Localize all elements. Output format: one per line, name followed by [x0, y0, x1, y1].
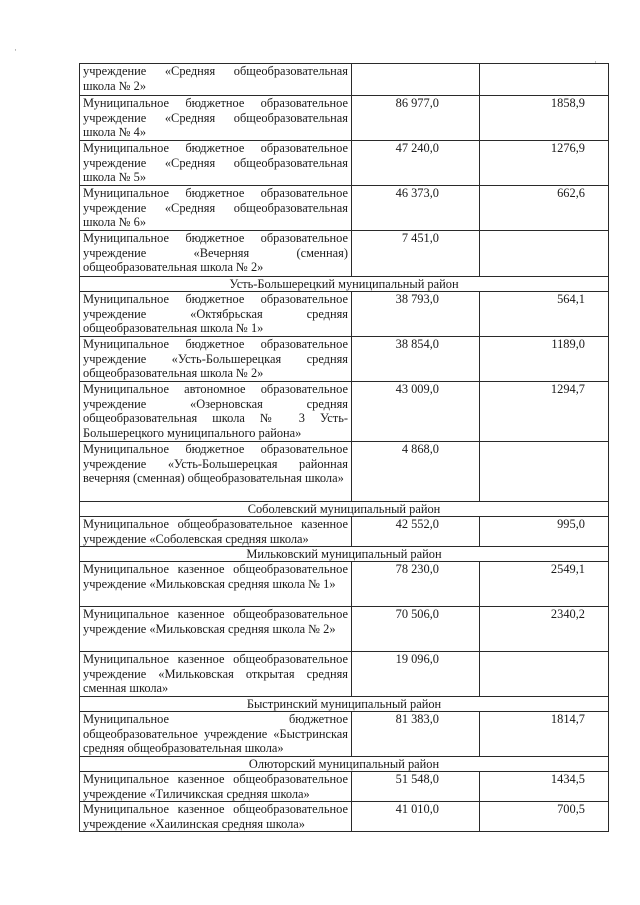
table-row: [80, 96, 609, 141]
institution-name: Муниципальное бюджетное образовательное учреждение «Октябрьская средняя общеобразовательная школа № 1»: [80, 292, 352, 337]
value-1: [352, 64, 480, 96]
district-name: Олюторский муниципальный район: [80, 757, 609, 772]
value-2: 700,5: [480, 802, 609, 832]
value-2: 1189,0: [480, 337, 609, 382]
institution-name: Муниципальное казенное общеобразовательное учреждение «Мильковская средняя школа № 2»: [80, 607, 352, 652]
district-name: Соболевский муниципальный район: [80, 502, 609, 517]
institution-name: Муниципальное казенное общеобразовательное учреждение «Хаилинская средняя школа»: [80, 802, 352, 832]
value-1: 42 552,0: [352, 517, 480, 547]
value-2: [480, 652, 609, 697]
value-2: 1858,9: [480, 96, 609, 141]
value-1: 7 451,0: [352, 231, 480, 277]
value-2: [480, 231, 609, 277]
scan-speck: ·: [14, 45, 17, 55]
table-row: [80, 141, 609, 186]
district-header: [80, 547, 609, 562]
table-row: [80, 382, 609, 442]
district-header: [80, 757, 609, 772]
value-1: 46 373,0: [352, 186, 480, 231]
institution-name: Муниципальное казенное общеобразовательное учреждение «Тиличикская средняя школа»: [80, 772, 352, 802]
institution-name: учреждение «Средняя общеобразовательная школа № 2»: [80, 64, 352, 96]
table-row: [80, 802, 609, 832]
table-row: [80, 517, 609, 547]
value-1: 81 383,0: [352, 712, 480, 757]
value-2: 1434,5: [480, 772, 609, 802]
table-row: [80, 772, 609, 802]
district-name: Мильковский муниципальный район: [80, 547, 609, 562]
table-row: [80, 652, 609, 697]
value-2: 2340,2: [480, 607, 609, 652]
value-2: 662,6: [480, 186, 609, 231]
value-1: 70 506,0: [352, 607, 480, 652]
table-row: [80, 292, 609, 337]
institution-name: Муниципальное бюджетное образовательное учреждение «Средняя общеобразовательная школа № 6»: [80, 186, 352, 231]
table-row: [80, 64, 609, 96]
district-header: [80, 277, 609, 292]
institution-name: Муниципальное казенное общеобразовательное учреждение «Мильковская открытая средняя сменная школа»: [80, 652, 352, 697]
table-row: [80, 712, 609, 757]
value-1: 51 548,0: [352, 772, 480, 802]
value-2: 995,0: [480, 517, 609, 547]
value-1: 43 009,0: [352, 382, 480, 442]
value-2: 564,1: [480, 292, 609, 337]
value-1: 4 868,0: [352, 442, 480, 502]
value-2: 1294,7: [480, 382, 609, 442]
value-1: 47 240,0: [352, 141, 480, 186]
value-2: 2549,1: [480, 562, 609, 607]
value-1: 86 977,0: [352, 96, 480, 141]
value-1: 38 793,0: [352, 292, 480, 337]
institution-name: Муниципальное автономное образовательное учреждение «Озерновская средняя общеобразовательная школа № 3 Усть-Большерецкого муниципального района»: [80, 382, 352, 442]
district-name: Усть-Большерецкий муниципальный район: [80, 277, 609, 292]
table-row: [80, 337, 609, 382]
value-2: 1814,7: [480, 712, 609, 757]
institution-name: Муниципальное бюджетное образовательное учреждение «Вечерняя (сменная) общеобразовательная школа № 2»: [80, 231, 352, 277]
district-header: [80, 502, 609, 517]
institution-name: Муниципальное бюджетное образовательное учреждение «Средняя общеобразовательная школа № 5»: [80, 141, 352, 186]
value-2: 1276,9: [480, 141, 609, 186]
institution-name: Муниципальное бюджетное образовательное учреждение «Усть-Большерецкая районная вечерняя (сменная) общеобразовательная школа»: [80, 442, 352, 502]
value-1: 38 854,0: [352, 337, 480, 382]
table-row: [80, 231, 609, 277]
table-row: [80, 186, 609, 231]
value-2: [480, 64, 609, 96]
institution-name: Муниципальное бюджетное общеобразовательное учреждение «Быстринская средняя общеобразовательная школа»: [80, 712, 352, 757]
table-row: [80, 562, 609, 607]
table-row: [80, 442, 609, 502]
table-row: [80, 607, 609, 652]
value-1: 78 230,0: [352, 562, 480, 607]
district-header: [80, 697, 609, 712]
district-name: Быстринский муниципальный район: [80, 697, 609, 712]
institution-name: Муниципальное бюджетное образовательное учреждение «Усть-Большерецкая средняя общеобразовательная школа № 2»: [80, 337, 352, 382]
value-1: 19 096,0: [352, 652, 480, 697]
institutions-table: [79, 63, 609, 832]
value-2: [480, 442, 609, 502]
institution-name: Муниципальное общеобразовательное казенное учреждение «Соболевская средняя школа»: [80, 517, 352, 547]
value-1: 41 010,0: [352, 802, 480, 832]
institution-name: Муниципальное казенное общеобразовательное учреждение «Мильковская средняя школа № 1»: [80, 562, 352, 607]
scan-speck: ·: [594, 57, 597, 67]
institution-name: Муниципальное бюджетное образовательное учреждение «Средняя общеобразовательная школа № 4»: [80, 96, 352, 141]
